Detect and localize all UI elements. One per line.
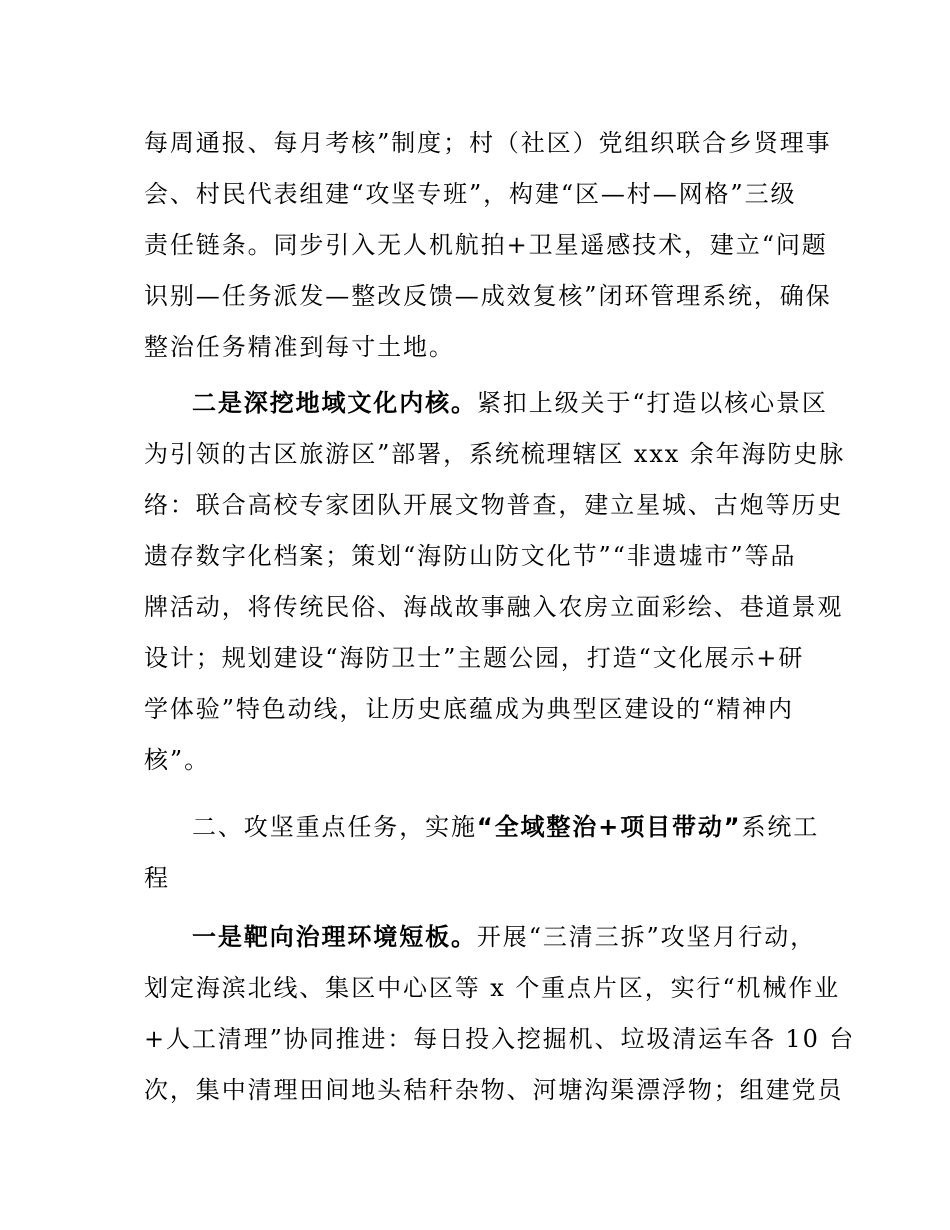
paragraph-lead-heading: 二是深挖地域文化内核。 — [192, 389, 477, 417]
text-line: 次，集中清理田间地头秸秆杂物、河塘沟渠漂浮物；组建党员 — [144, 1076, 844, 1104]
text-line: 每周通报、每月考核”制度；村（社区）党组织联合乡贤理事 — [144, 129, 832, 157]
text-line: 整治任务精准到每寸土地。 — [144, 333, 455, 361]
paragraph-environment-governance — [144, 912, 856, 1116]
text-line: 牌活动，将传统民俗、海战故事融入农房立面彩绘、巷道景观 — [144, 593, 844, 621]
paragraph-culture-core — [144, 378, 846, 786]
text-line: 会、村民代表组建“攻坚专班”，构建“区—村—网格”三级 — [144, 180, 797, 208]
text-line: +人工清理”协同推进：每日投入挖掘机、垃圾清运车各 10 台 — [144, 1025, 856, 1053]
heading-bold-phrase: “全域整治+项目带动” — [476, 813, 742, 841]
text-line — [144, 912, 817, 963]
text-line — [144, 802, 820, 853]
paragraph-responsibility-chain — [144, 118, 832, 373]
text-fragment: 开展“三清三拆”攻坚月行动， — [476, 923, 817, 951]
text-line: 学体验”特色动线，让历史底蕴成为典型区建设的“精神内 — [144, 695, 794, 723]
heading-suffix: 系统工 — [741, 813, 820, 841]
text-line: 程 — [144, 864, 170, 892]
text-fragment: 紧扣上级关于“打造以核心景区 — [476, 389, 828, 417]
text-line: 设计；规划建设“海防卫士”主题公园，打造“文化展示+研 — [144, 644, 805, 672]
text-line: 遗存数字化档案；策划“海防山防文化节”“非遗墟市”等品 — [144, 542, 797, 570]
text-line: 划定海滨北线、集区中心区等 x 个重点片区，实行“机械作业 — [144, 974, 841, 1002]
text-line: 识别—任务派发—整改反馈—成效复核”闭环管理系统，确保 — [144, 282, 832, 310]
text-line: 络：联合高校专家团队开展文物普查，建立星城、古炮等历史 — [144, 491, 844, 519]
text-line — [144, 378, 828, 429]
text-line: 核”。 — [144, 746, 210, 774]
text-line: 为引领的古区旅游区”部署，系统梳理辖区 xxx 余年海防史脉 — [144, 440, 846, 468]
text-line: 责任链条。同步引入无人机航拍+卫星遥感技术，建立“问题 — [144, 231, 828, 259]
section-heading — [144, 802, 820, 904]
paragraph-lead-heading: 一是靶向治理环境短板。 — [192, 923, 477, 951]
heading-prefix: 二、攻坚重点任务，实施 — [192, 813, 477, 841]
